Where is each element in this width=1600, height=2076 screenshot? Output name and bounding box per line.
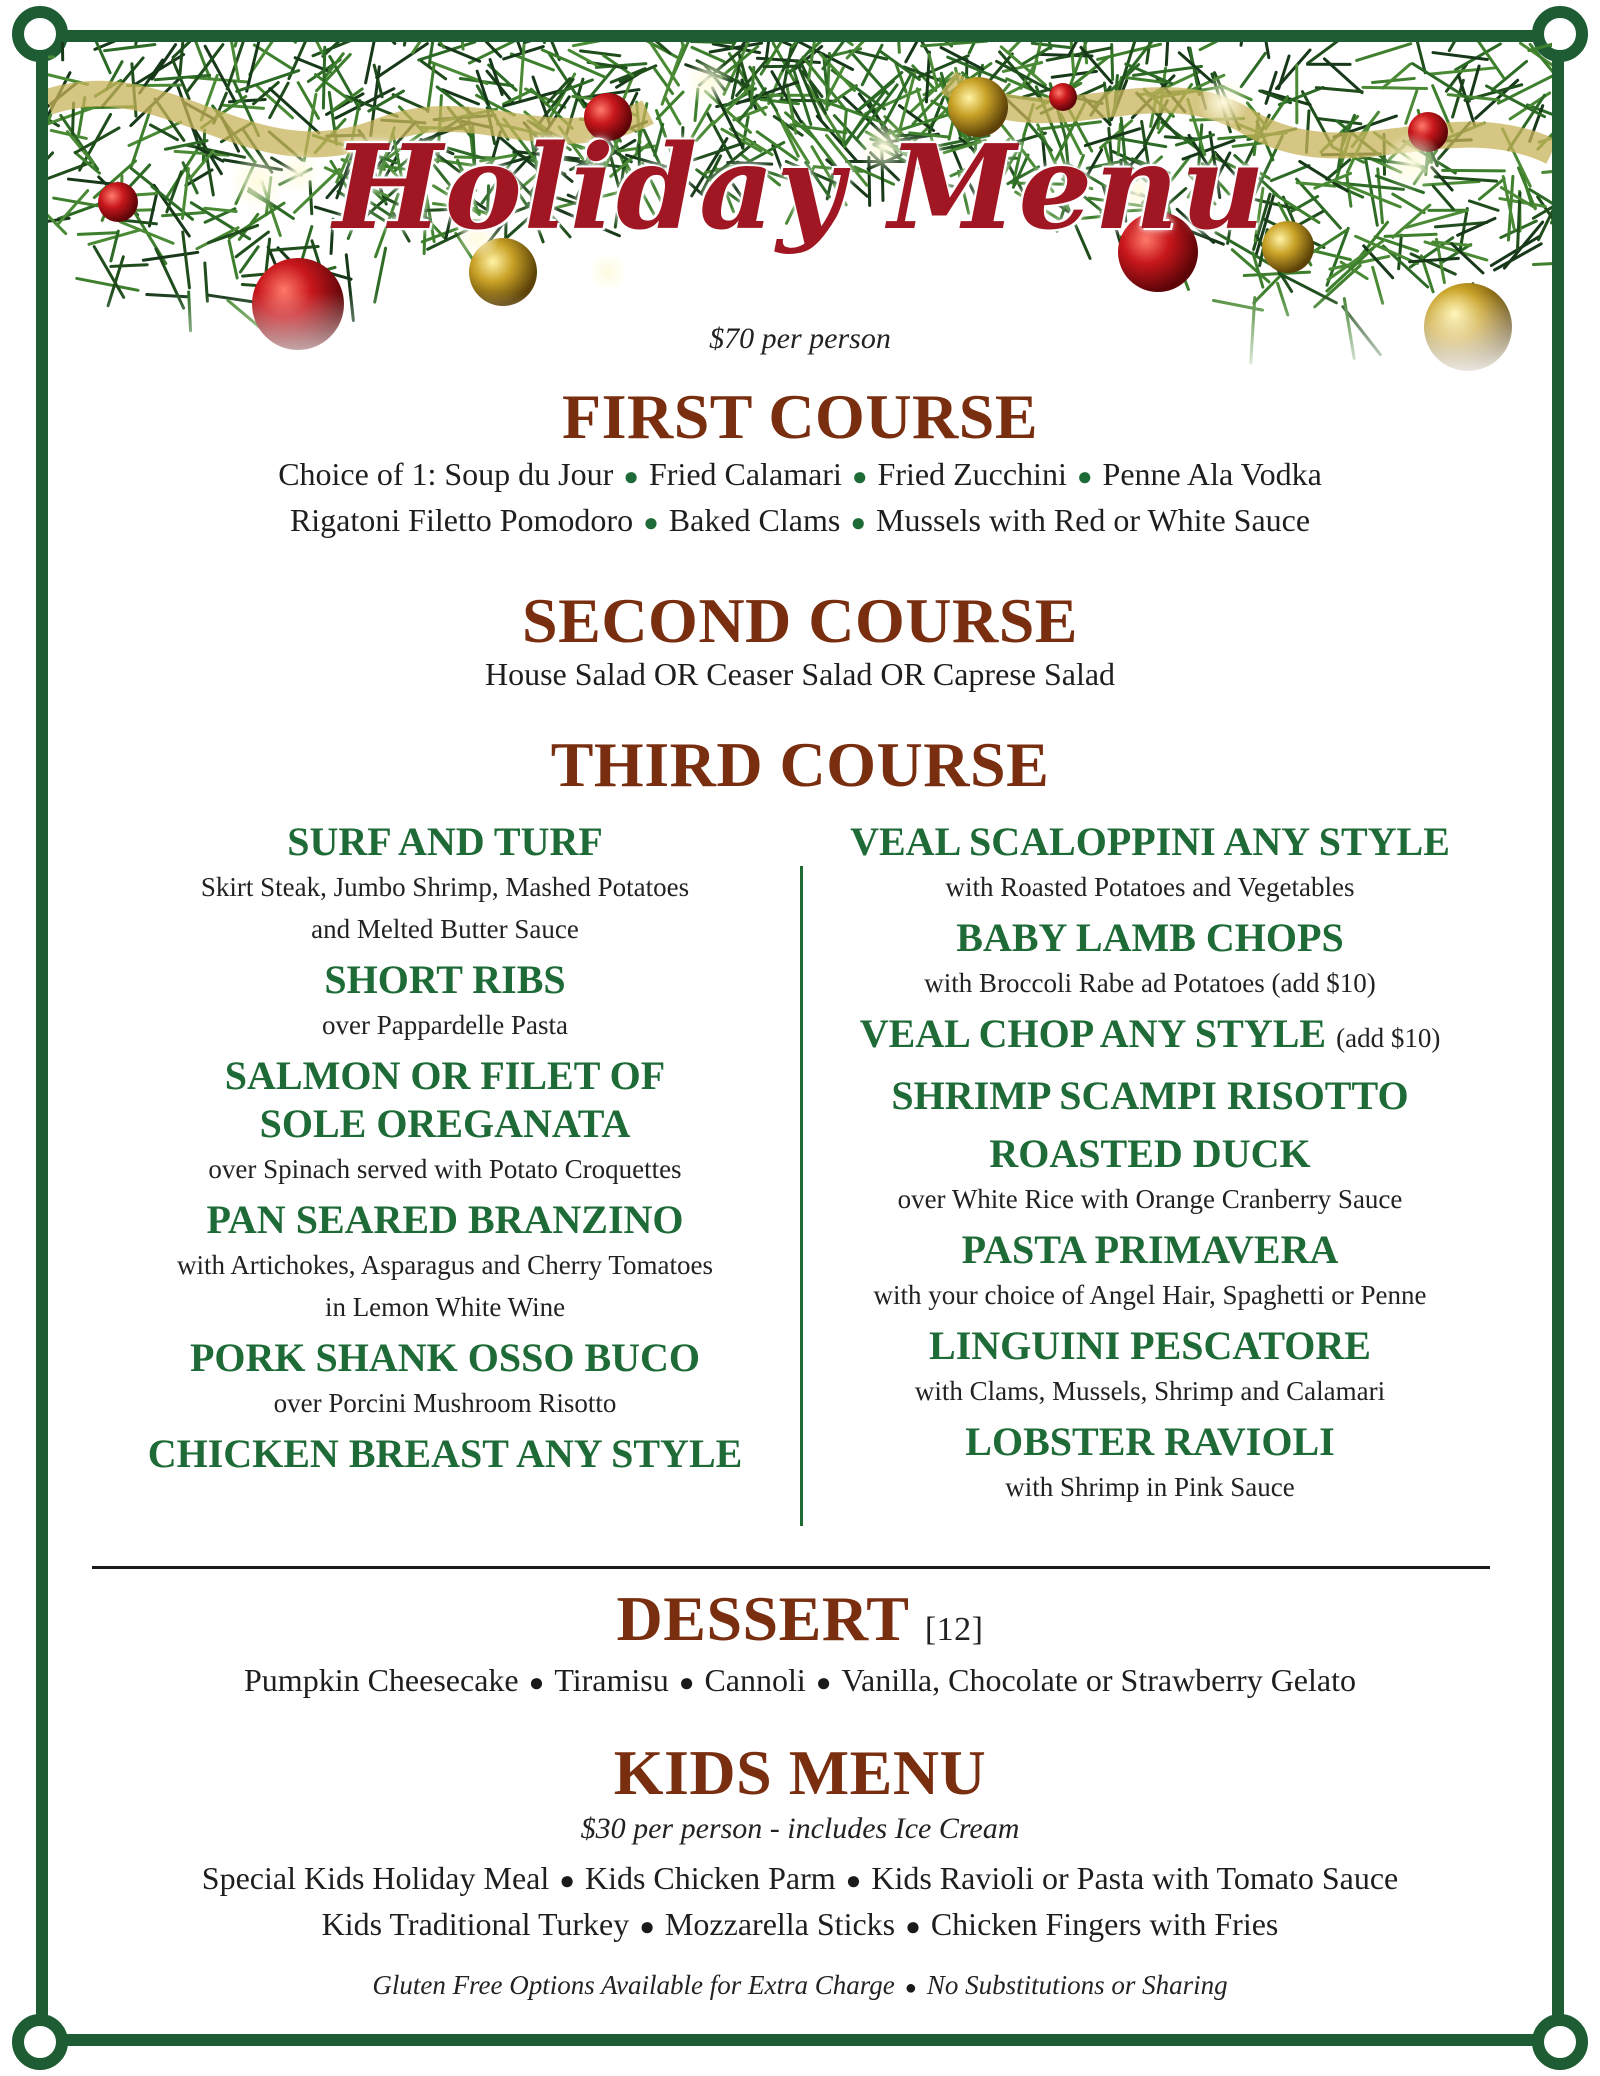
pine-needle bbox=[1266, 72, 1276, 103]
item-description: with your choice of Angel Hair, Spaghetti or Penne bbox=[873, 1280, 1427, 1310]
menu-item bbox=[830, 1010, 1470, 1062]
pine-needle bbox=[205, 46, 234, 99]
bullet-icon: ● bbox=[905, 1912, 921, 1941]
first-course-line-1 bbox=[0, 456, 1600, 493]
kids-item: Kids Traditional Turkey bbox=[321, 1906, 630, 1942]
item-name: SHORT RIBS bbox=[324, 957, 566, 1002]
second-course-heading: SECOND COURSE bbox=[522, 585, 1078, 656]
first-course-line-2 bbox=[0, 502, 1600, 539]
item-name: PASTA PRIMAVERA bbox=[961, 1227, 1339, 1272]
footer-text: Gluten Free Options Available for Extra Charge bbox=[372, 1970, 895, 2000]
item-name: SALMON OR FILET OF SOLE OREGANATA bbox=[224, 1053, 666, 1146]
item-name: BABY LAMB CHOPS bbox=[956, 915, 1344, 960]
first-course-option: Choice of 1: Soup du Jour bbox=[278, 456, 614, 492]
pine-needle bbox=[1357, 44, 1411, 61]
item-description: Skirt Steak, Jumbo Shrimp, Mashed Potatoes bbox=[200, 872, 690, 902]
bullet-icon: ● bbox=[1076, 462, 1093, 491]
menu-item bbox=[830, 1322, 1470, 1412]
menu-item bbox=[140, 818, 750, 950]
pine-needle bbox=[111, 265, 147, 267]
pine-needle bbox=[323, 47, 324, 108]
item-name: VEAL SCALOPPINI ANY STYLE bbox=[850, 819, 1450, 864]
pine-needle bbox=[428, 65, 434, 112]
dessert-line bbox=[0, 1662, 1600, 1699]
dessert-heading-row bbox=[0, 1582, 1600, 1656]
pine-needle bbox=[511, 54, 553, 70]
menu-item bbox=[140, 1334, 750, 1424]
pine-needle bbox=[404, 42, 414, 45]
item-name: LINGUINI PESCATORE bbox=[929, 1323, 1371, 1368]
kids-item: Kids Chicken Parm bbox=[584, 1860, 836, 1896]
menu-item bbox=[830, 1418, 1470, 1508]
dessert-heading: DESSERT bbox=[616, 1583, 909, 1654]
menu-price: $70 per person bbox=[709, 322, 891, 355]
pine-needle bbox=[691, 42, 733, 43]
pine-needle bbox=[105, 45, 155, 51]
item-name bbox=[830, 1010, 1470, 1062]
pine-needle bbox=[862, 45, 882, 85]
item-name: ROASTED DUCK bbox=[989, 1131, 1311, 1176]
item-name: CHICKEN BREAST ANY STYLE bbox=[147, 1431, 743, 1476]
kids-menu-heading: KIDS MENU bbox=[613, 1737, 987, 1808]
menu-title bbox=[0, 120, 1600, 256]
bullet-icon: ● bbox=[850, 508, 867, 537]
pine-needle bbox=[1241, 42, 1247, 45]
first-course-option: Mussels with Red or White Sauce bbox=[876, 502, 1311, 538]
kids-menu-line-2 bbox=[0, 1906, 1600, 1943]
kids-item: Mozzarella Sticks bbox=[664, 1906, 896, 1942]
item-description: in Lemon White Wine bbox=[324, 1292, 566, 1322]
item-description: with Artichokes, Asparagus and Cherry Tomatoes bbox=[176, 1250, 714, 1280]
bullet-icon: ● bbox=[851, 462, 868, 491]
pine-needle bbox=[540, 42, 544, 43]
first-course-option: Rigatoni Filetto Pomodoro bbox=[289, 502, 634, 538]
item-name: SHRIMP SCAMPI RISOTTO bbox=[891, 1073, 1409, 1118]
kids-menu-line-1 bbox=[0, 1860, 1600, 1897]
pine-needle bbox=[62, 42, 63, 60]
menu-item bbox=[830, 1226, 1470, 1316]
third-course-heading: THIRD COURSE bbox=[550, 729, 1050, 800]
first-course-option: Penne Ala Vodka bbox=[1102, 456, 1322, 492]
menu-item bbox=[140, 956, 750, 1046]
section-divider bbox=[92, 1566, 1490, 1569]
item-description: over White Rice with Orange Cranberry Sauce bbox=[897, 1184, 1403, 1214]
menu-item bbox=[830, 818, 1470, 908]
dessert-item: Pumpkin Cheesecake bbox=[244, 1662, 519, 1698]
column-divider bbox=[800, 866, 803, 1526]
first-course-option: Baked Clams bbox=[668, 502, 841, 538]
third-course-left-column bbox=[140, 818, 750, 1478]
pine-needle bbox=[258, 87, 293, 118]
item-name: LOBSTER RAVIOLI bbox=[965, 1419, 1335, 1464]
pine-needle bbox=[254, 45, 290, 68]
dessert-item: Vanilla, Chocolate or Strawberry Gelato bbox=[841, 1662, 1356, 1698]
pine-needle bbox=[1166, 42, 1168, 65]
kids-menu-price: $30 per person - includes Ice Cream bbox=[580, 1812, 1020, 1845]
pine-needle bbox=[87, 42, 111, 73]
pine-needle bbox=[1410, 258, 1459, 261]
footer-note bbox=[0, 1970, 1600, 2001]
item-name-text: VEAL CHOP ANY STYLE bbox=[859, 1011, 1327, 1056]
menu-item bbox=[140, 1052, 750, 1190]
pine-needle bbox=[1112, 44, 1113, 79]
first-course-option: Fried Zucchini bbox=[877, 456, 1067, 492]
pine-needle bbox=[1081, 47, 1112, 82]
item-description: over Spinach served with Potato Croquettes bbox=[208, 1154, 682, 1184]
holiday-menu-title: Holiday Menu bbox=[332, 120, 1268, 256]
pine-needle bbox=[922, 42, 987, 46]
pine-needle bbox=[1308, 42, 1339, 63]
item-description: over Porcini Mushroom Risotto bbox=[273, 1388, 617, 1418]
bullet-icon: ● bbox=[815, 1668, 832, 1697]
item-description: with Clams, Mussels, Shrimp and Calamari bbox=[914, 1376, 1386, 1406]
menu-item bbox=[830, 1072, 1470, 1120]
bullet-icon: ● bbox=[623, 462, 639, 491]
pine-needle bbox=[1244, 272, 1309, 275]
item-name: PAN SEARED BRANZINO bbox=[206, 1197, 684, 1242]
item-description: with Broccoli Rabe ad Potatoes (add $10) bbox=[924, 968, 1376, 998]
pine-needle bbox=[581, 51, 620, 56]
item-description: with Shrimp in Pink Sauce bbox=[1005, 1472, 1295, 1502]
first-course-option: Fried Calamari bbox=[649, 456, 842, 492]
dessert-item: Tiramisu bbox=[554, 1662, 669, 1698]
bullet-icon: ● bbox=[643, 508, 659, 537]
pine-needle bbox=[897, 42, 899, 52]
first-course-heading: FIRST COURSE bbox=[561, 381, 1039, 452]
item-description: over Pappardelle Pasta bbox=[322, 1010, 568, 1040]
menu-item bbox=[140, 1430, 750, 1478]
bullet-icon: ● bbox=[845, 1866, 862, 1895]
menu-item bbox=[830, 914, 1470, 1004]
menu-item bbox=[830, 1130, 1470, 1220]
dessert-price: [12] bbox=[924, 1611, 984, 1648]
frame-corner bbox=[12, 2014, 68, 2070]
item-name: SURF AND TURF bbox=[287, 819, 603, 864]
pine-needle bbox=[969, 42, 998, 53]
bullet-icon: ● bbox=[528, 1668, 545, 1697]
pine-needle bbox=[366, 42, 376, 83]
dessert-item: Cannoli bbox=[704, 1662, 806, 1698]
bullet-icon: ● bbox=[678, 1668, 695, 1697]
kids-item: Chicken Fingers with Fries bbox=[930, 1906, 1279, 1942]
pine-needle bbox=[180, 42, 184, 74]
kids-item: Kids Ravioli or Pasta with Tomato Sauce bbox=[871, 1860, 1399, 1896]
pine-needle bbox=[1241, 53, 1265, 86]
footer-text: No Substitutions or Sharing bbox=[926, 1970, 1228, 2000]
bullet-icon: ● bbox=[904, 1977, 917, 1999]
bullet-icon: ● bbox=[639, 1912, 655, 1941]
pine-needle bbox=[573, 42, 619, 46]
kids-item: Special Kids Holiday Meal bbox=[201, 1860, 550, 1896]
frame-corner bbox=[1532, 2014, 1588, 2070]
second-course-line: House Salad OR Ceaser Salad OR Caprese Salad bbox=[484, 656, 1116, 692]
pine-needle bbox=[77, 278, 138, 290]
pine-needle bbox=[1200, 42, 1255, 50]
third-course-right-column bbox=[830, 818, 1470, 1508]
item-upcharge: (add $10) bbox=[1336, 1023, 1441, 1053]
item-description: with Roasted Potatoes and Vegetables bbox=[945, 872, 1355, 902]
pine-needle bbox=[1363, 87, 1427, 88]
item-description: and Melted Butter Sauce bbox=[311, 914, 579, 944]
pine-needle bbox=[672, 42, 683, 45]
bullet-icon: ● bbox=[559, 1866, 575, 1895]
menu-item bbox=[140, 1196, 750, 1328]
pine-needle bbox=[1534, 262, 1552, 265]
item-name: PORK SHANK OSSO BUCO bbox=[189, 1335, 701, 1380]
pine-needle bbox=[1383, 64, 1411, 88]
pine-needle bbox=[1279, 56, 1289, 88]
pine-needle bbox=[764, 66, 802, 67]
pine-needle bbox=[136, 42, 149, 44]
